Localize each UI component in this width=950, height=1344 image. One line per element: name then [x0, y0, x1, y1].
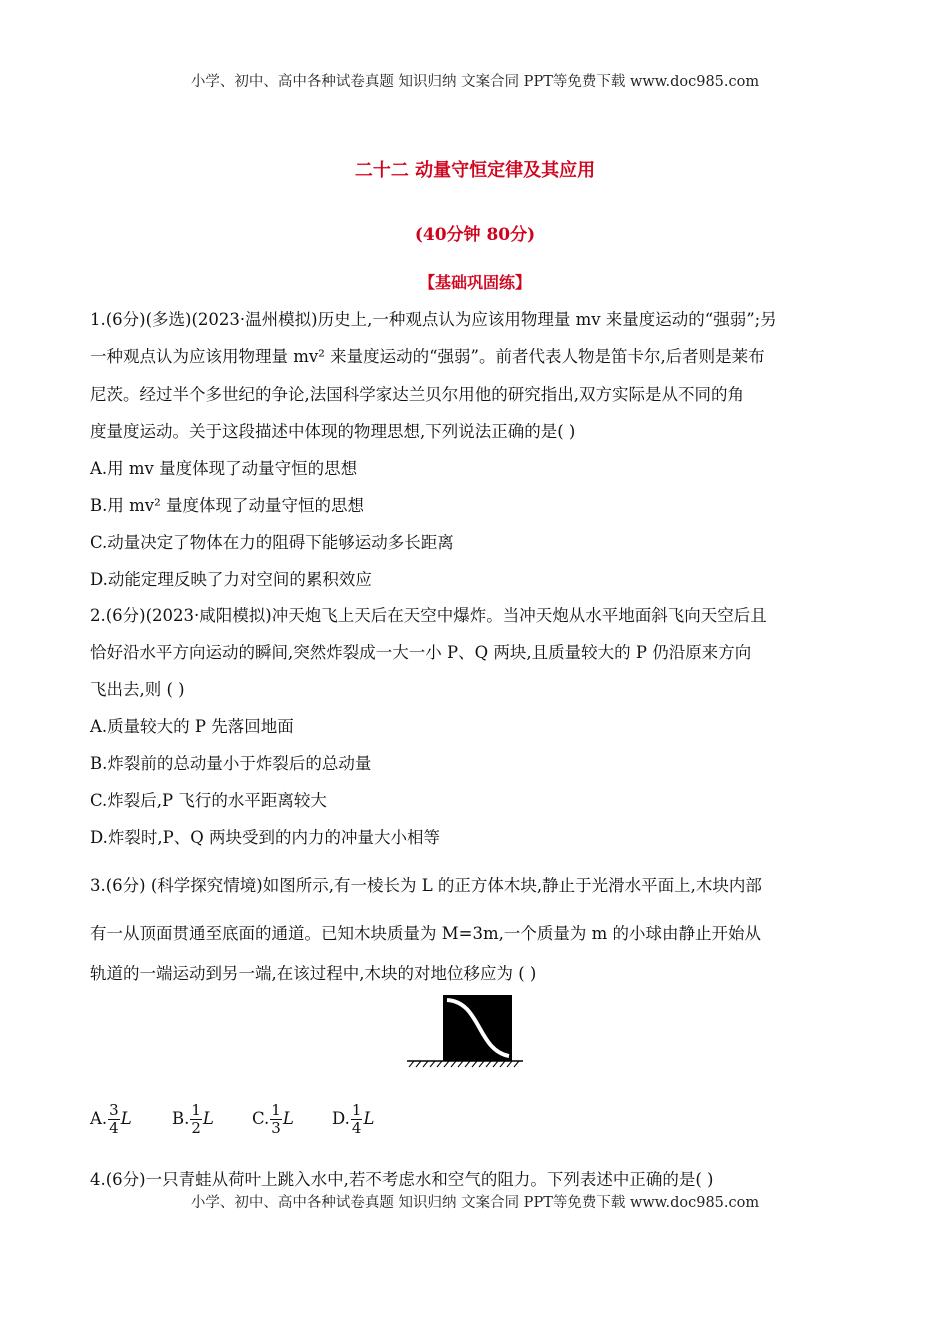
q2-option-c: C.炸裂后,P 飞行的水平距离较大 [90, 791, 327, 810]
q2-option-a: A.质量较大的 P 先落回地面 [90, 717, 294, 736]
q1-option-b: B.用 mv² 量度体现了动量守恒的思想 [90, 496, 364, 515]
page-header: 小学、初中、高中各种试卷真题 知识归纳 文案合同 PPT等免费下载 www.doc985.com [190, 74, 760, 90]
page-title: 二十二 动量守恒定律及其应用 [354, 160, 596, 181]
q3-option-a: A. $\frac{3}{4}$ L [90, 1101, 132, 1137]
q3-option-b: B. $\frac{1}{2}$ L [172, 1101, 214, 1137]
option-letter: A. [90, 1109, 108, 1128]
q1-option-d: D.动能定理反映了力对空间的累积效应 [90, 570, 372, 589]
q2-option-d: D.炸裂时,P、Q 两块受到的内力的冲量大小相等 [90, 828, 441, 847]
q1-line3: 尼茨。经过半个多世纪的争论,法国科学家达兰贝尔用他的研究指出,双方实际是从不同的角 [90, 385, 744, 404]
fraction: $\frac{1}{4}$ [351, 1101, 362, 1137]
time-score: (40分钟 80分) [414, 225, 536, 245]
page-footer: 小学、初中、高中各种试卷真题 知识归纳 文案合同 PPT等免费下载 www.doc985.com [190, 1195, 760, 1211]
q3-line2: 有一从顶面贯通至底面的通道。已知木块质量为 M=3m,一个质量为 m 的小球由静止开始从 [90, 924, 761, 943]
q3-line3: 轨道的一端运动到另一端,在该过程中,木块的对地位移应为 ( ) [90, 964, 537, 983]
option-letter: B. [172, 1109, 190, 1128]
q2-line2: 恰好沿水平方向运动的瞬间,突然炸裂成一大一小 P、Q 两块,且质量较大的 P 仍沿原来方向 [90, 643, 752, 662]
q2-line3: 飞出去,则 ( ) [90, 680, 185, 699]
cube-block-diagram [405, 992, 525, 1072]
q1-option-a: A.用 mv 量度体现了动量守恒的思想 [90, 459, 358, 478]
q1-line4: 度量度运动。关于这段描述中体现的物理思想,下列说法正确的是( ) [90, 422, 576, 441]
q1-option-c: C.动量决定了物体在力的阻碍下能够运动多长距离 [90, 533, 454, 552]
q3-option-c: C. $\frac{1}{3}$ L [252, 1101, 294, 1137]
section-heading: 【基础巩固练】 [418, 273, 531, 292]
fraction: $\frac{1}{2}$ [191, 1101, 201, 1137]
q2-option-b: B.炸裂前的总动量小于炸裂后的总动量 [90, 754, 372, 773]
q1-line2: 一种观点认为应该用物理量 mv² 来量度运动的“强弱”。前者代表人物是笛卡尔,后者则是莱布 [90, 347, 765, 366]
q3-line1: 3.(6分) (科学探究情境)如图所示,有一棱长为 L 的正方体木块,静止于光滑水平面上,木块内部 [90, 876, 762, 895]
fraction: $\frac{3}{4}$ [109, 1101, 119, 1137]
q1-line1: 1.(6分)(多选)(2023·温州模拟)历史上,一种观点认为应该用物理量 mv 来量度运动的“强弱”;另 [90, 310, 777, 329]
option-letter: D. [332, 1109, 350, 1128]
q3-option-d: D. $\frac{1}{4}$ L [332, 1101, 375, 1137]
q2-line1: 2.(6分)(2023·咸阳模拟)冲天炮飞上天后在天空中爆炸。当冲天炮从水平地面斜飞向天空后且 [90, 606, 767, 625]
option-letter: C. [252, 1109, 270, 1128]
q4-line1: 4.(6分)一只青蛙从荷叶上跳入水中,若不考虑水和空气的阻力。下列表述中正确的是( ) [90, 1170, 714, 1189]
fraction: $\frac{1}{3}$ [271, 1101, 281, 1137]
